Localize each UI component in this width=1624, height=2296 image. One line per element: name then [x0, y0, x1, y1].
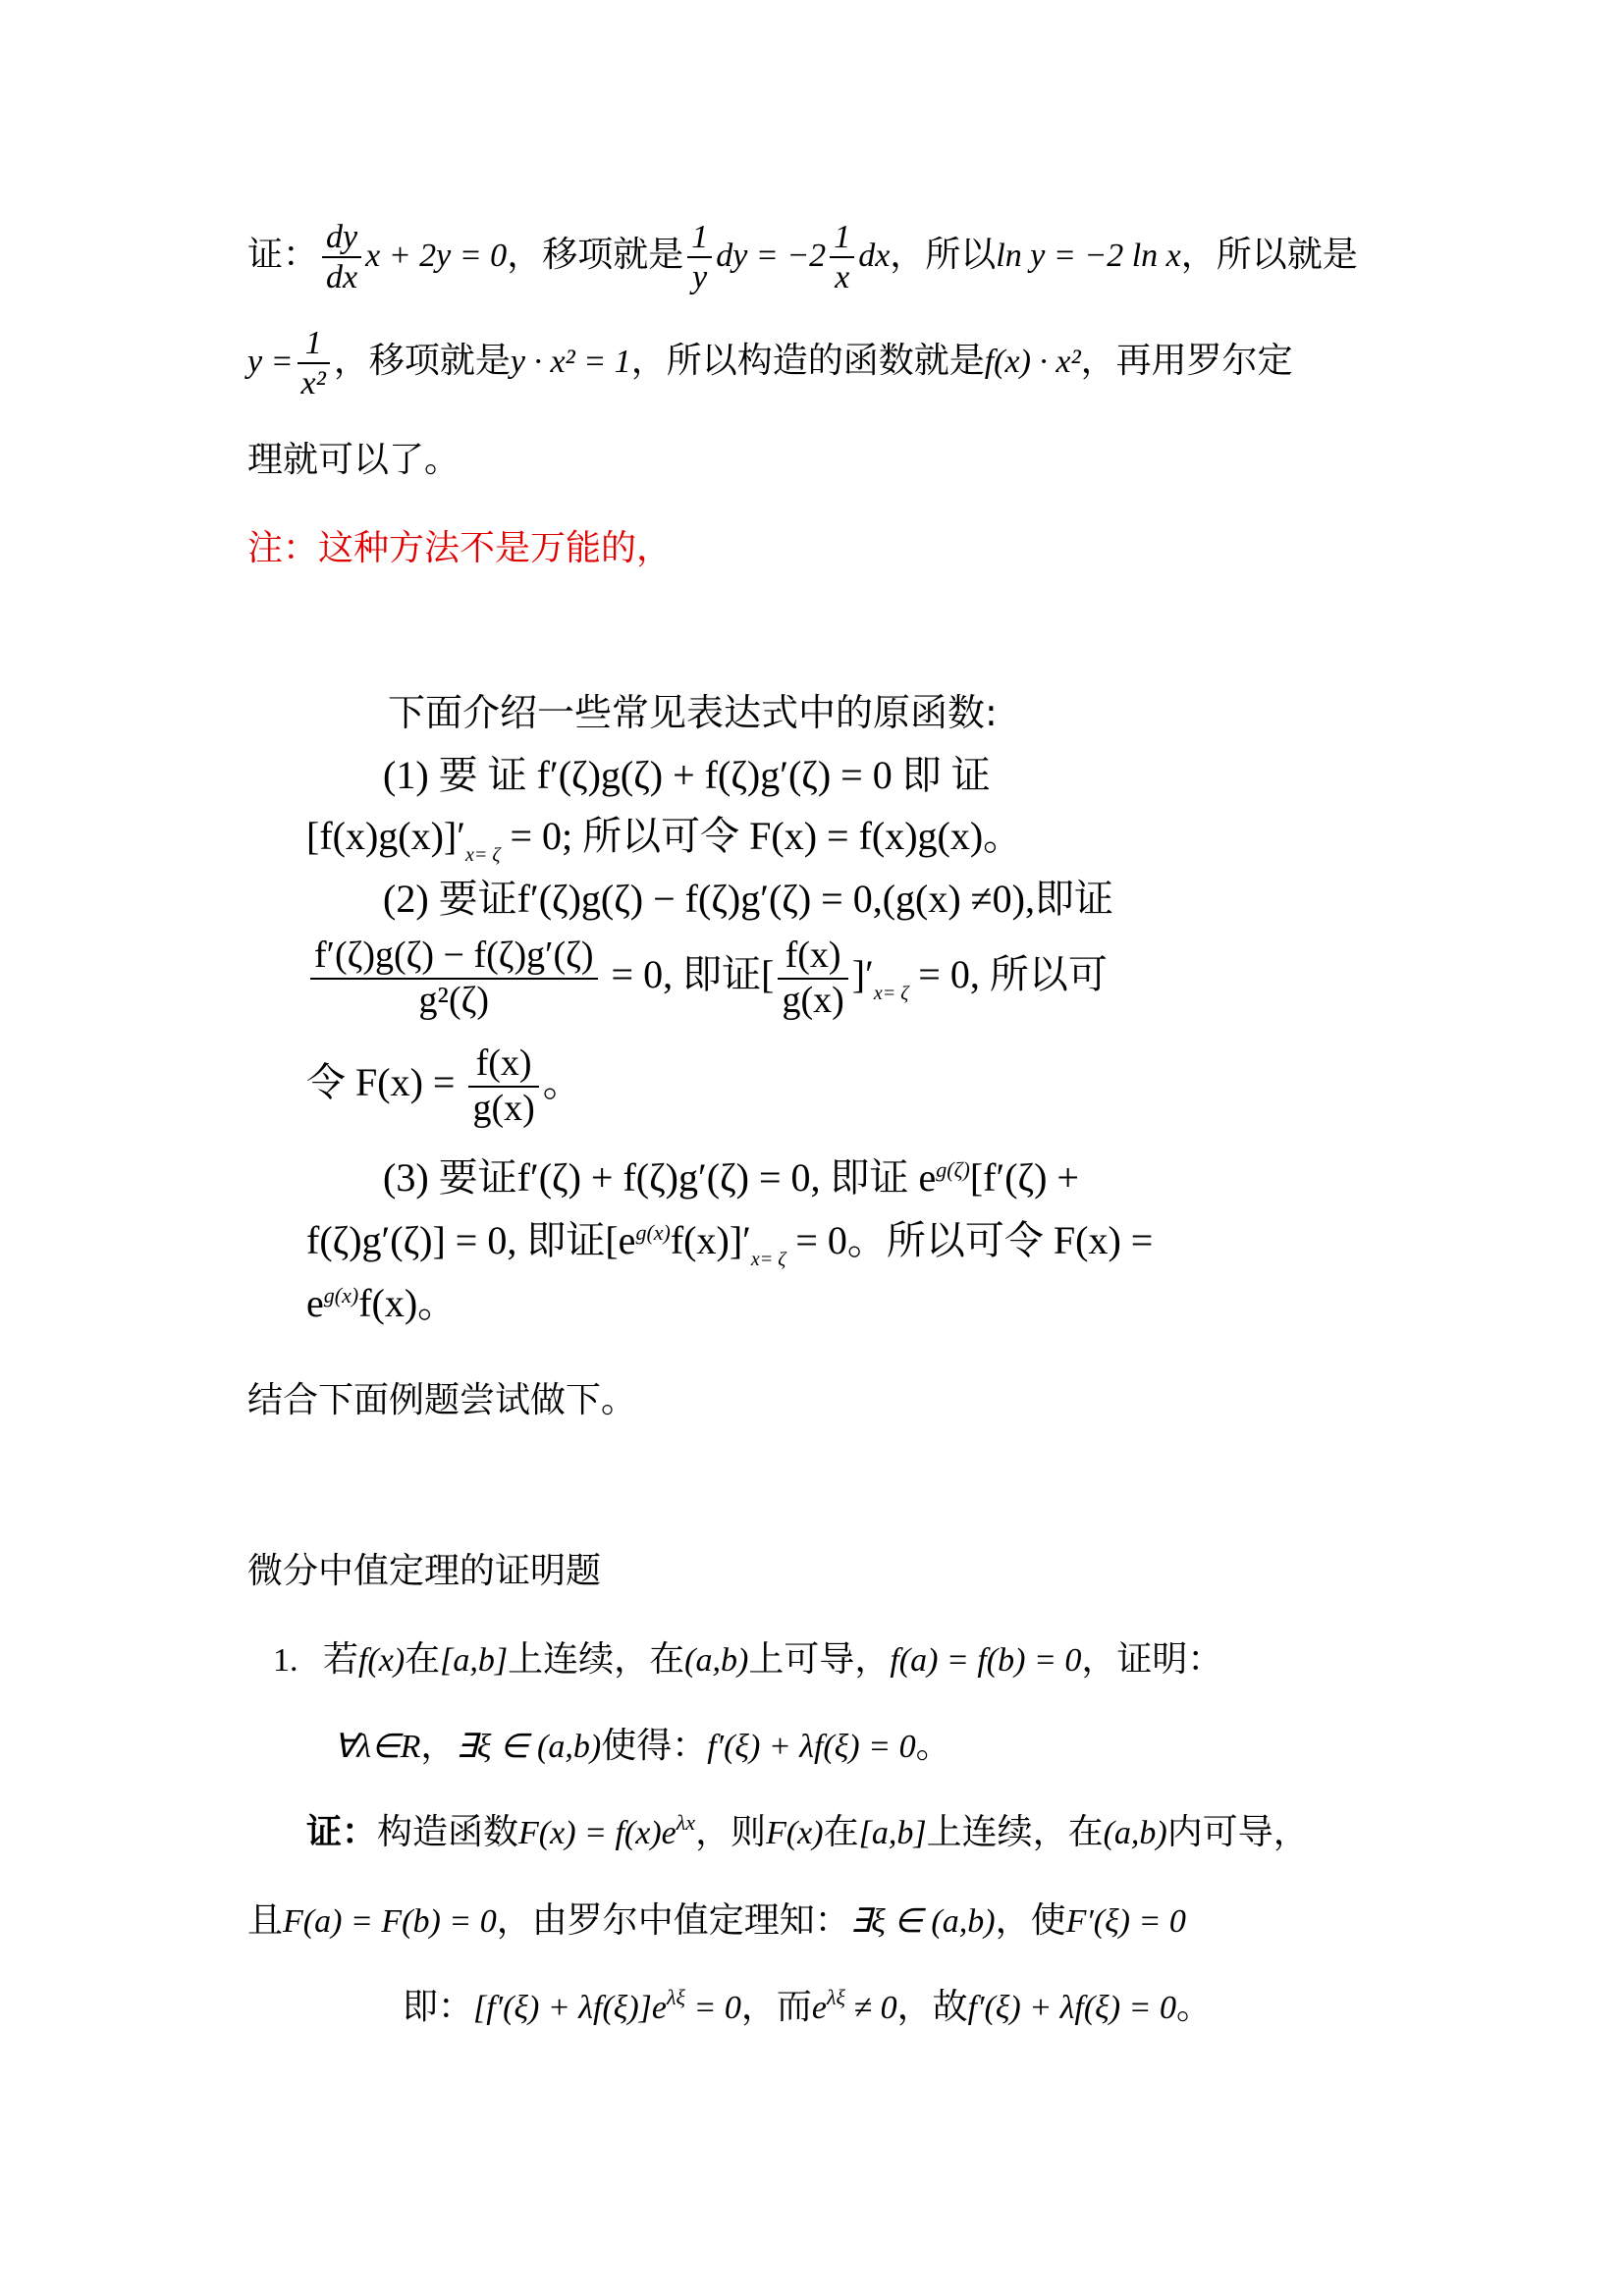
fraction-f-over-g: $\frac{f(x)}{g(x)}$ [778, 934, 847, 1022]
proof1-line2: y = $\frac{1}{\text{x²}}$ ，移项就是y · x² = 1，所以构造的函数就是f(x) · x²，再用罗尔定 [247, 325, 1293, 402]
fraction-1-y: $\frac{1}{y}$ [687, 218, 712, 296]
equation: y · x² = 1 [510, 344, 631, 381]
scan-case1-line2: $[f(x)g(x)]'_{x= \zeta} = 0$; 所以可令 F(x) = f(x)g(x)。 [306, 814, 1023, 866]
proof1-line3: 理就可以了。 [247, 440, 460, 480]
proof2-line1: 证：构造函数$F(x) = f(x)e^{\lambda x}$，则F(x)在[a,b]上连续，在(a,b)内可导， [306, 1810, 1309, 1852]
proof2-line2: 且F(a) = F(b) = 0，由罗尔中值定理知：∃ξ ∈ (a,b)，使F′(ξ) = 0 [247, 1900, 1186, 1941]
section-title: 微分中值定理的证明题 [247, 1551, 602, 1591]
fraction-1-x: $\frac{1}{x}$ [830, 218, 854, 296]
equation: ln y = −2 ln x [996, 238, 1181, 275]
proof1-line1: 证： $\frac{dy}{dx}$ x + 2y = 0，移项就是 $\frac{1}{y}$ dy = −2 $\frac{1}{x}$ dx，所以ln y = −2 ln x，所以就是 [247, 219, 1358, 296]
proof-lead: 证： [247, 235, 319, 276]
fraction-derivative-quotient: $\frac{f'(\zeta)g(\zeta) - f(\zeta)g'(\zeta)}{\text{g²(ζ)}}$ [310, 934, 598, 1022]
equation: f(x) · x² [984, 344, 1081, 381]
problem1-line1: 1. 若f(x)在[a,b]上连续，在(a,b)上可导，f(a) = f(b) = 0，证明： [273, 1639, 1223, 1680]
problem-number: 1. [273, 1642, 298, 1679]
scan-case1-line1: (1) 要 证 f′(ζ)g(ζ) + f(ζ)g′(ζ) = 0 即 证 [383, 753, 991, 797]
scan-case2-line3: 令 F(x) = $\frac{f(x)}{g(x)}$ 。 [306, 1042, 582, 1129]
scan-case2-line2: $\frac{f'(\zeta)g(\zeta) - f(\zeta)g'(\zeta)}{\text{g²(ζ)}}$ = 0, 即证[ $\frac{f(x)}{g(x)}$ ]$'_{x= \zeta} = 0$, 所以可 [306, 934, 1108, 1022]
fraction-f-over-g: $\frac{f(x)}{g(x)}$ [468, 1042, 538, 1130]
scan-case3-line1: (3) 要证f′(ζ) + f(ζ)g′(ζ) = 0, 即证 $e^{g(\zeta)}[f'(\zeta)$ + [383, 1155, 1079, 1200]
problem1-line2: ∀λ∈R，∃ξ ∈ (a,b)使得：f′(ξ) + λf(ξ) = 0。 [334, 1726, 951, 1766]
note-text: 注：这种方法不是万能的， [247, 528, 673, 568]
combine-text: 结合下面例题尝试做下。 [247, 1380, 637, 1420]
scan-intro: 下面介绍一些常见表达式中的原函数: [388, 691, 998, 734]
fraction-1-x2: $\frac{1}{\text{x²}}$ [298, 324, 330, 402]
scan-case3-line2: f(ζ)g′(ζ)] = 0, 即证$[e^{g(x)}f(x)]'_{x= \zeta} = 0$。所以可令 F(x) = [306, 1218, 1154, 1270]
equation: x + 2y = 0 [365, 238, 508, 275]
scan-case3-line3: $e^{g(x)}f(x)$。 [306, 1281, 458, 1325]
scan-case2-line1: (2) 要证f′(ζ)g(ζ) − f(ζ)g′(ζ) = 0,(g(x) ≠0),即证 [383, 877, 1113, 921]
fraction-dy-dx: $\frac{dy}{dx}$ [322, 218, 361, 296]
proof2-line3: 即：$[f'(\xi) + \lambda f(\xi)]e^{\lambda\xi} = 0$，而$e^{\lambda\xi} \ne 0$，故f′(ξ) + λf(ξ) = 0。 [403, 1985, 1213, 2027]
